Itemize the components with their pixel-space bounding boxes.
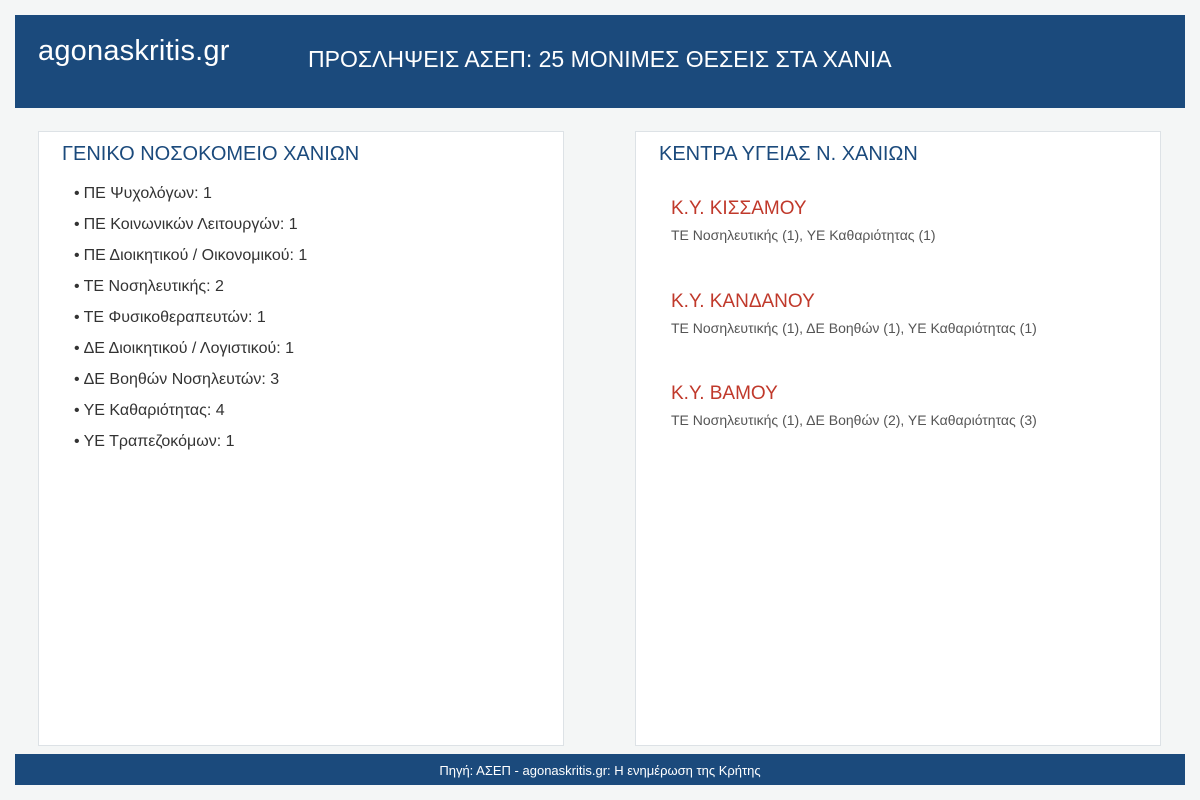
position-item xyxy=(74,308,307,339)
hospital-title: ΓΕΝΙΚΟ ΝΟΣΟΚΟΜΕΙΟ ΧΑΝΙΩΝ xyxy=(62,143,360,165)
position-label: ΔΕ Βοηθών Νοσηλευτών: 3 xyxy=(83,371,280,388)
bullet-icon: • xyxy=(74,340,80,357)
position-label: ΥΕ Τραπεζοκόμων: 1 xyxy=(83,433,235,450)
health-center-name: Κ.Υ. ΚΙΣΣΑΜΟΥ xyxy=(671,198,807,219)
health-center-positions: ΤΕ Νοσηλευτικής (1), ΔΕ Βοηθών (1), ΥΕ Καθαριότητας (1) xyxy=(671,320,1037,336)
header-banner xyxy=(15,15,1185,108)
bullet-icon: • xyxy=(74,185,80,202)
position-item xyxy=(74,184,307,215)
health-center-positions: ΤΕ Νοσηλευτικής (1), ΥΕ Καθαριότητας (1) xyxy=(671,227,936,243)
position-label: ΠΕ Διοικητικού / Οικονομικού: 1 xyxy=(83,247,308,264)
position-item xyxy=(74,215,307,246)
site-logo[interactable]: agonaskritis.gr xyxy=(38,35,230,67)
health-center-kandanos xyxy=(671,291,1037,336)
page-title: ΠΡΟΣΛΗΨΕΙΣ ΑΣΕΠ: 25 ΜΟΝΙΜΕΣ ΘΕΣΕΙΣ ΣΤΑ ΧΑΝΙΑ xyxy=(308,46,892,72)
position-item xyxy=(74,401,307,432)
position-label: ΤΕ Νοσηλευτικής: 2 xyxy=(83,278,224,295)
footer-source: Πηγή: ΑΣΕΠ - agonaskritis.gr: Η ενημέρωση της Κρήτης xyxy=(15,754,1185,785)
health-centers-title: ΚΕΝΤΡΑ ΥΓΕΙΑΣ Ν. ΧΑΝΙΩΝ xyxy=(659,143,918,165)
bullet-icon: • xyxy=(74,402,80,419)
bullet-icon: • xyxy=(74,216,80,233)
position-label: ΔΕ Διοικητικού / Λογιστικού: 1 xyxy=(83,340,295,357)
position-label: ΥΕ Καθαριότητας: 4 xyxy=(83,402,225,419)
position-item xyxy=(74,277,307,308)
hospital-panel xyxy=(38,131,564,746)
hospital-positions-list xyxy=(74,184,307,463)
health-center-positions: ΤΕ Νοσηλευτικής (1), ΔΕ Βοηθών (2), ΥΕ Καθαριότητας (3) xyxy=(671,412,1037,428)
health-center-kissamos xyxy=(671,198,936,243)
health-center-name: Κ.Υ. ΒΑΜΟΥ xyxy=(671,383,778,404)
position-label: ΠΕ Ψυχολόγων: 1 xyxy=(83,185,212,202)
position-label: ΠΕ Κοινωνικών Λειτουργών: 1 xyxy=(83,216,298,233)
bullet-icon: • xyxy=(74,371,80,388)
position-item xyxy=(74,339,307,370)
position-label: ΤΕ Φυσικοθεραπευτών: 1 xyxy=(83,309,266,326)
bullet-icon: • xyxy=(74,278,80,295)
health-center-name: Κ.Υ. ΚΑΝΔΑΝΟΥ xyxy=(671,291,815,312)
bullet-icon: • xyxy=(74,309,80,326)
health-centers-panel xyxy=(635,131,1161,746)
position-item xyxy=(74,370,307,401)
position-item xyxy=(74,246,307,277)
bullet-icon: • xyxy=(74,433,80,450)
health-center-vamos xyxy=(671,383,1037,428)
bullet-icon: • xyxy=(74,247,80,264)
position-item xyxy=(74,432,307,463)
